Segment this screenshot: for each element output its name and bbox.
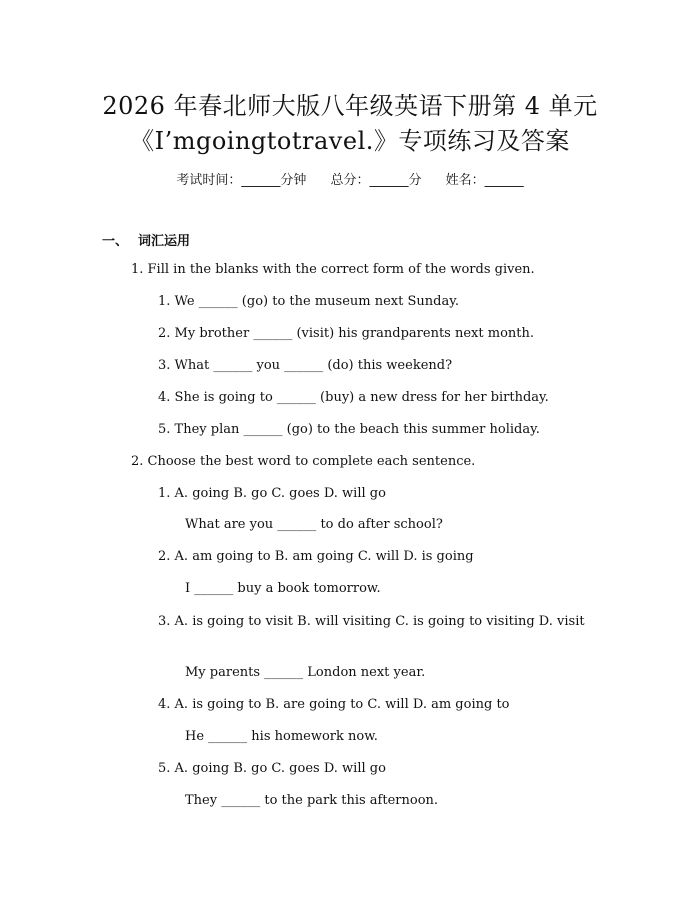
exam-time-field: 考试时间：______分钟: [176, 173, 307, 188]
q1-item: 4. She is going to ______ (buy) a new dress for her birthday.: [158, 390, 549, 405]
q1-item: 2. My brother ______ (visit) his grandparents next month.: [158, 326, 534, 341]
doc-title-line1: 2026 年春北师大版八年级英语下册第 4 单元: [102, 92, 598, 120]
question-1-prompt: 1. Fill in the blanks with the correct form of the words given.: [131, 262, 535, 277]
q2-sentence: What are you ______ to do after school?: [185, 517, 443, 532]
q2-options: 3. A. is going to visit B. will visiting C. is going to visiting D. visit: [158, 614, 585, 629]
q2-sentence: They ______ to the park this afternoon.: [185, 793, 439, 808]
section-heading: [102, 230, 190, 249]
section-number: 一、: [102, 234, 129, 249]
q2-options: 5. A. going B. go C. goes D. will go: [158, 761, 386, 776]
exam-meta: [0, 169, 700, 188]
q2-sentence: He ______ his homework now.: [185, 729, 378, 744]
doc-title-line2: 《I’mgoingtotravel.》专项练习及答案: [130, 127, 570, 155]
q2-sentence: My parents ______ London next year.: [185, 665, 426, 680]
student-name-field: 姓名：______: [445, 173, 524, 188]
section-title: 词汇运用: [138, 234, 191, 249]
q2-options: 4. A. is going to B. are going to C. will D. am going to: [158, 697, 510, 712]
exam-score-field: 总分：______分: [330, 173, 422, 188]
q1-item: 5. They plan ______ (go) to the beach this summer holiday.: [158, 422, 540, 437]
q2-sentence: I ______ buy a book tomorrow.: [185, 581, 381, 596]
q1-item: 1. We ______ (go) to the museum next Sunday.: [158, 294, 459, 309]
q2-options: 1. A. going B. go C. goes D. will go: [158, 486, 386, 501]
question-2-prompt: 2. Choose the best word to complete each sentence.: [131, 454, 476, 469]
q2-options: 2. A. am going to B. am going C. will D. is going: [158, 549, 474, 564]
q1-item: 3. What ______ you ______ (do) this weekend?: [158, 358, 453, 373]
